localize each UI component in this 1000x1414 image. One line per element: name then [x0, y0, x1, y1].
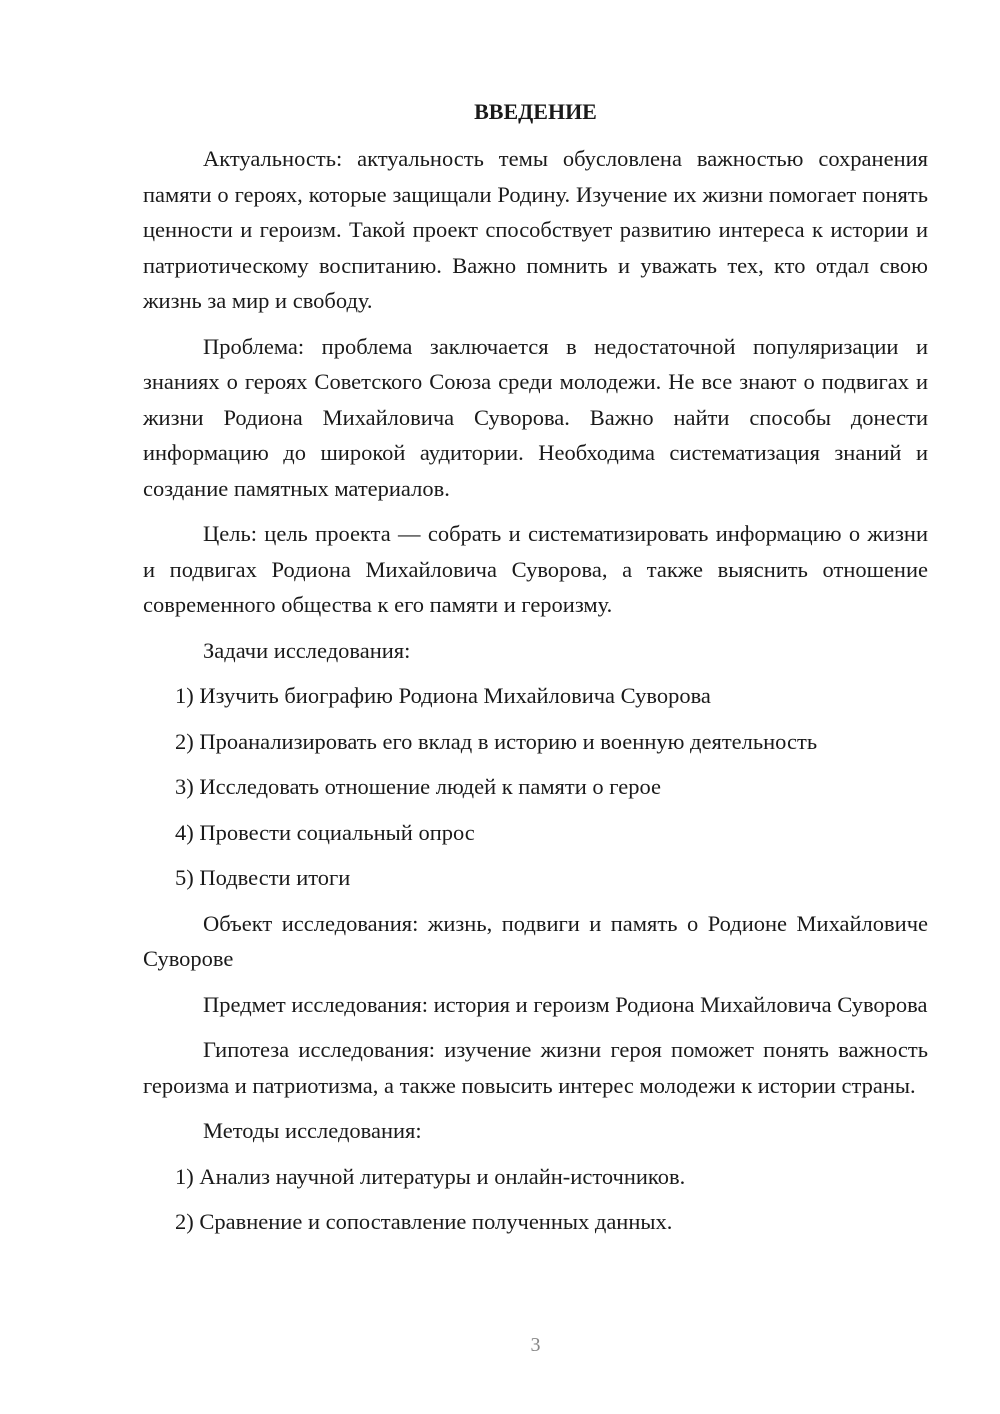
task-item: 2) Проанализировать его вклад в историю и военную деятельность [175, 728, 818, 754]
problem-paragraph: Проблема: проблема заключается в недостаточной популяризации и знаниях о героях Советского Союза среди молодежи. Не все знают о подвигах и жизни Родиона Михайловича Суворова. Важно найти способы донести информацию до широкой аудитории. Необходима систематизация знаний и создание памятных материалов. [143, 333, 928, 501]
subject-paragraph: Предмет исследования: история и героизм Родиона Михайловича Суворова [203, 991, 928, 1017]
methods-label: Методы исследования: [203, 1118, 422, 1143]
document-body [143, 141, 928, 1240]
document-page [143, 0, 928, 1414]
task-item: 3) Исследовать отношение людей к памяти о герое [175, 774, 661, 799]
relevance-paragraph: Актуальность: актуальность темы обусловлена важностью сохранения памяти о героях, которые защищали Родину. Изучение их жизни помогает понять ценности и героизм. Такой проект способствует развитию интереса к истории и патриотическому воспитанию. Важно помнить и уважать тех, кто отдал свою жизнь за мир и свободу. [143, 146, 928, 313]
goal-paragraph: Цель: цель проекта — собрать и систематизировать информацию о жизни и подвигах Родиона Михайловича Суворова, а также выяснить отношение современного общества к его памяти и героизму. [143, 521, 928, 617]
tasks-label: Задачи исследования: [203, 637, 411, 663]
section-heading: ВВЕДЕНИЕ [474, 99, 597, 124]
task-item: 1) Изучить биографию Родиона Михайловича Суворова [175, 683, 711, 708]
method-item: 2) Сравнение и сопоставление полученных данных. [175, 1209, 673, 1234]
task-item: 5) Подвести итоги [175, 865, 351, 890]
object-paragraph: Объект исследования: жизнь, подвиги и память о Родионе Михайловиче Суворове [143, 910, 928, 971]
method-item: 1) Анализ научной литературы и онлайн-источников. [175, 1163, 686, 1189]
page-number: 3 [530, 1334, 541, 1356]
hypothesis-paragraph: Гипотеза исследования: изучение жизни героя поможет понять важность героизма и патриотизма, а также повысить интерес молодежи к истории страны. [143, 1037, 928, 1098]
task-item: 4) Провести социальный опрос [175, 819, 475, 845]
